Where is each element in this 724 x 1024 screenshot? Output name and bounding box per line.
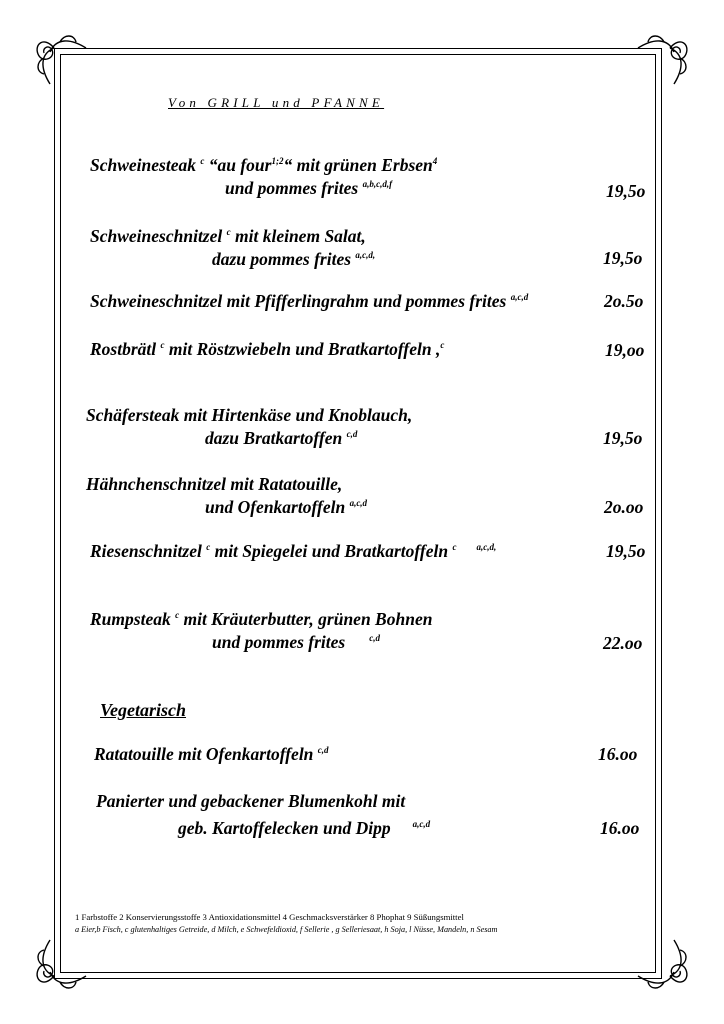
menu-item-name: Schweinesteak $^c$ “au four$^{1;2}$“ mit grünen Erbsen$^4$ [90, 155, 438, 175]
menu-item-price: 19,5o [603, 428, 643, 448]
menu-item-name: Panierter und gebackener Blumenkohl mit [96, 791, 406, 811]
menu-item-side: und Ofenkartoffeln $^{a,c,d}$ [205, 497, 368, 517]
menu-item-name: Schäfersteak mit Hirtenkäse und Knoblauch, [86, 405, 413, 425]
menu-item-name: Schweineschnitzel mit Pfifferlingrahm und pommes frites $^{a,c,d}$ [90, 291, 529, 311]
corner-ornament-icon [630, 28, 694, 92]
menu-item-price: 22.oo [603, 633, 643, 653]
menu-item-side: und pommes frites $^{a,b,c,d,f}$ [225, 178, 393, 198]
menu-item-side: dazu Bratkartoffen $^{c,d}$ [205, 428, 358, 448]
corner-ornament-icon [30, 932, 94, 996]
menu-section-title: Von GRILL und PFANNE [168, 95, 385, 110]
corner-ornament-icon [630, 932, 694, 996]
menu-item-price: 19,oo [605, 340, 645, 360]
menu-item-price: 2o.oo [604, 497, 644, 517]
allergens-footnote: a Eier,b Fisch, c glutenhaltiges Getreide, d Milch, e Schwefeldioxid, f Sellerie , g Selleriesaat, h Soja, l Nüsse, Mandeln, n Sesam [75, 925, 498, 934]
menu-item-name: Hähnchenschnitzel mit Ratatouille, [86, 474, 343, 494]
menu-item-name: Rumpsteak $^c$ mit Kräuterbutter, grünen Bohnen [90, 609, 433, 629]
menu-item-price: 19,5o [606, 541, 646, 561]
menu-item-price: 16.oo [600, 818, 640, 838]
additives-footnote: 1 Farbstoffe 2 Konservierungsstoffe 3 Antioxidationsmittel 4 Geschmacksverstärker 8 Phophat 9 Süßungsmittel [75, 912, 464, 922]
menu-item-price: 19,5o [603, 248, 643, 268]
menu-item-side: und pommes frites $^{c,d}$ [212, 632, 380, 652]
corner-ornament-icon [30, 28, 94, 92]
menu-item-name: Rostbrätl $^c$ mit Röstzwiebeln und Bratkartoffeln ,$^c$ [90, 339, 445, 359]
menu-item-price: 16.oo [598, 744, 638, 764]
menu-item-name: Riesenschnitzel $^c$ mit Spiegelei und Bratkartoffeln $^c$ $^{a,c,d,}$ [90, 541, 497, 561]
menu-item-name: Schweineschnitzel $^c$ mit kleinem Salat, [90, 226, 366, 246]
menu-item-side: geb. Kartoffelecken und Dipp $^{a,c,d}$ [178, 818, 431, 838]
menu-item-side: dazu pommes frites $^{a,c,d,}$ [212, 249, 376, 269]
menu-item-price: 19,5o [606, 181, 646, 201]
menu-item-name: Ratatouille mit Ofenkartoffeln $^{c,d}$ [94, 744, 329, 764]
menu-item-price: 2o.5o [604, 291, 644, 311]
vegetarian-heading: Vegetarisch [100, 700, 187, 720]
